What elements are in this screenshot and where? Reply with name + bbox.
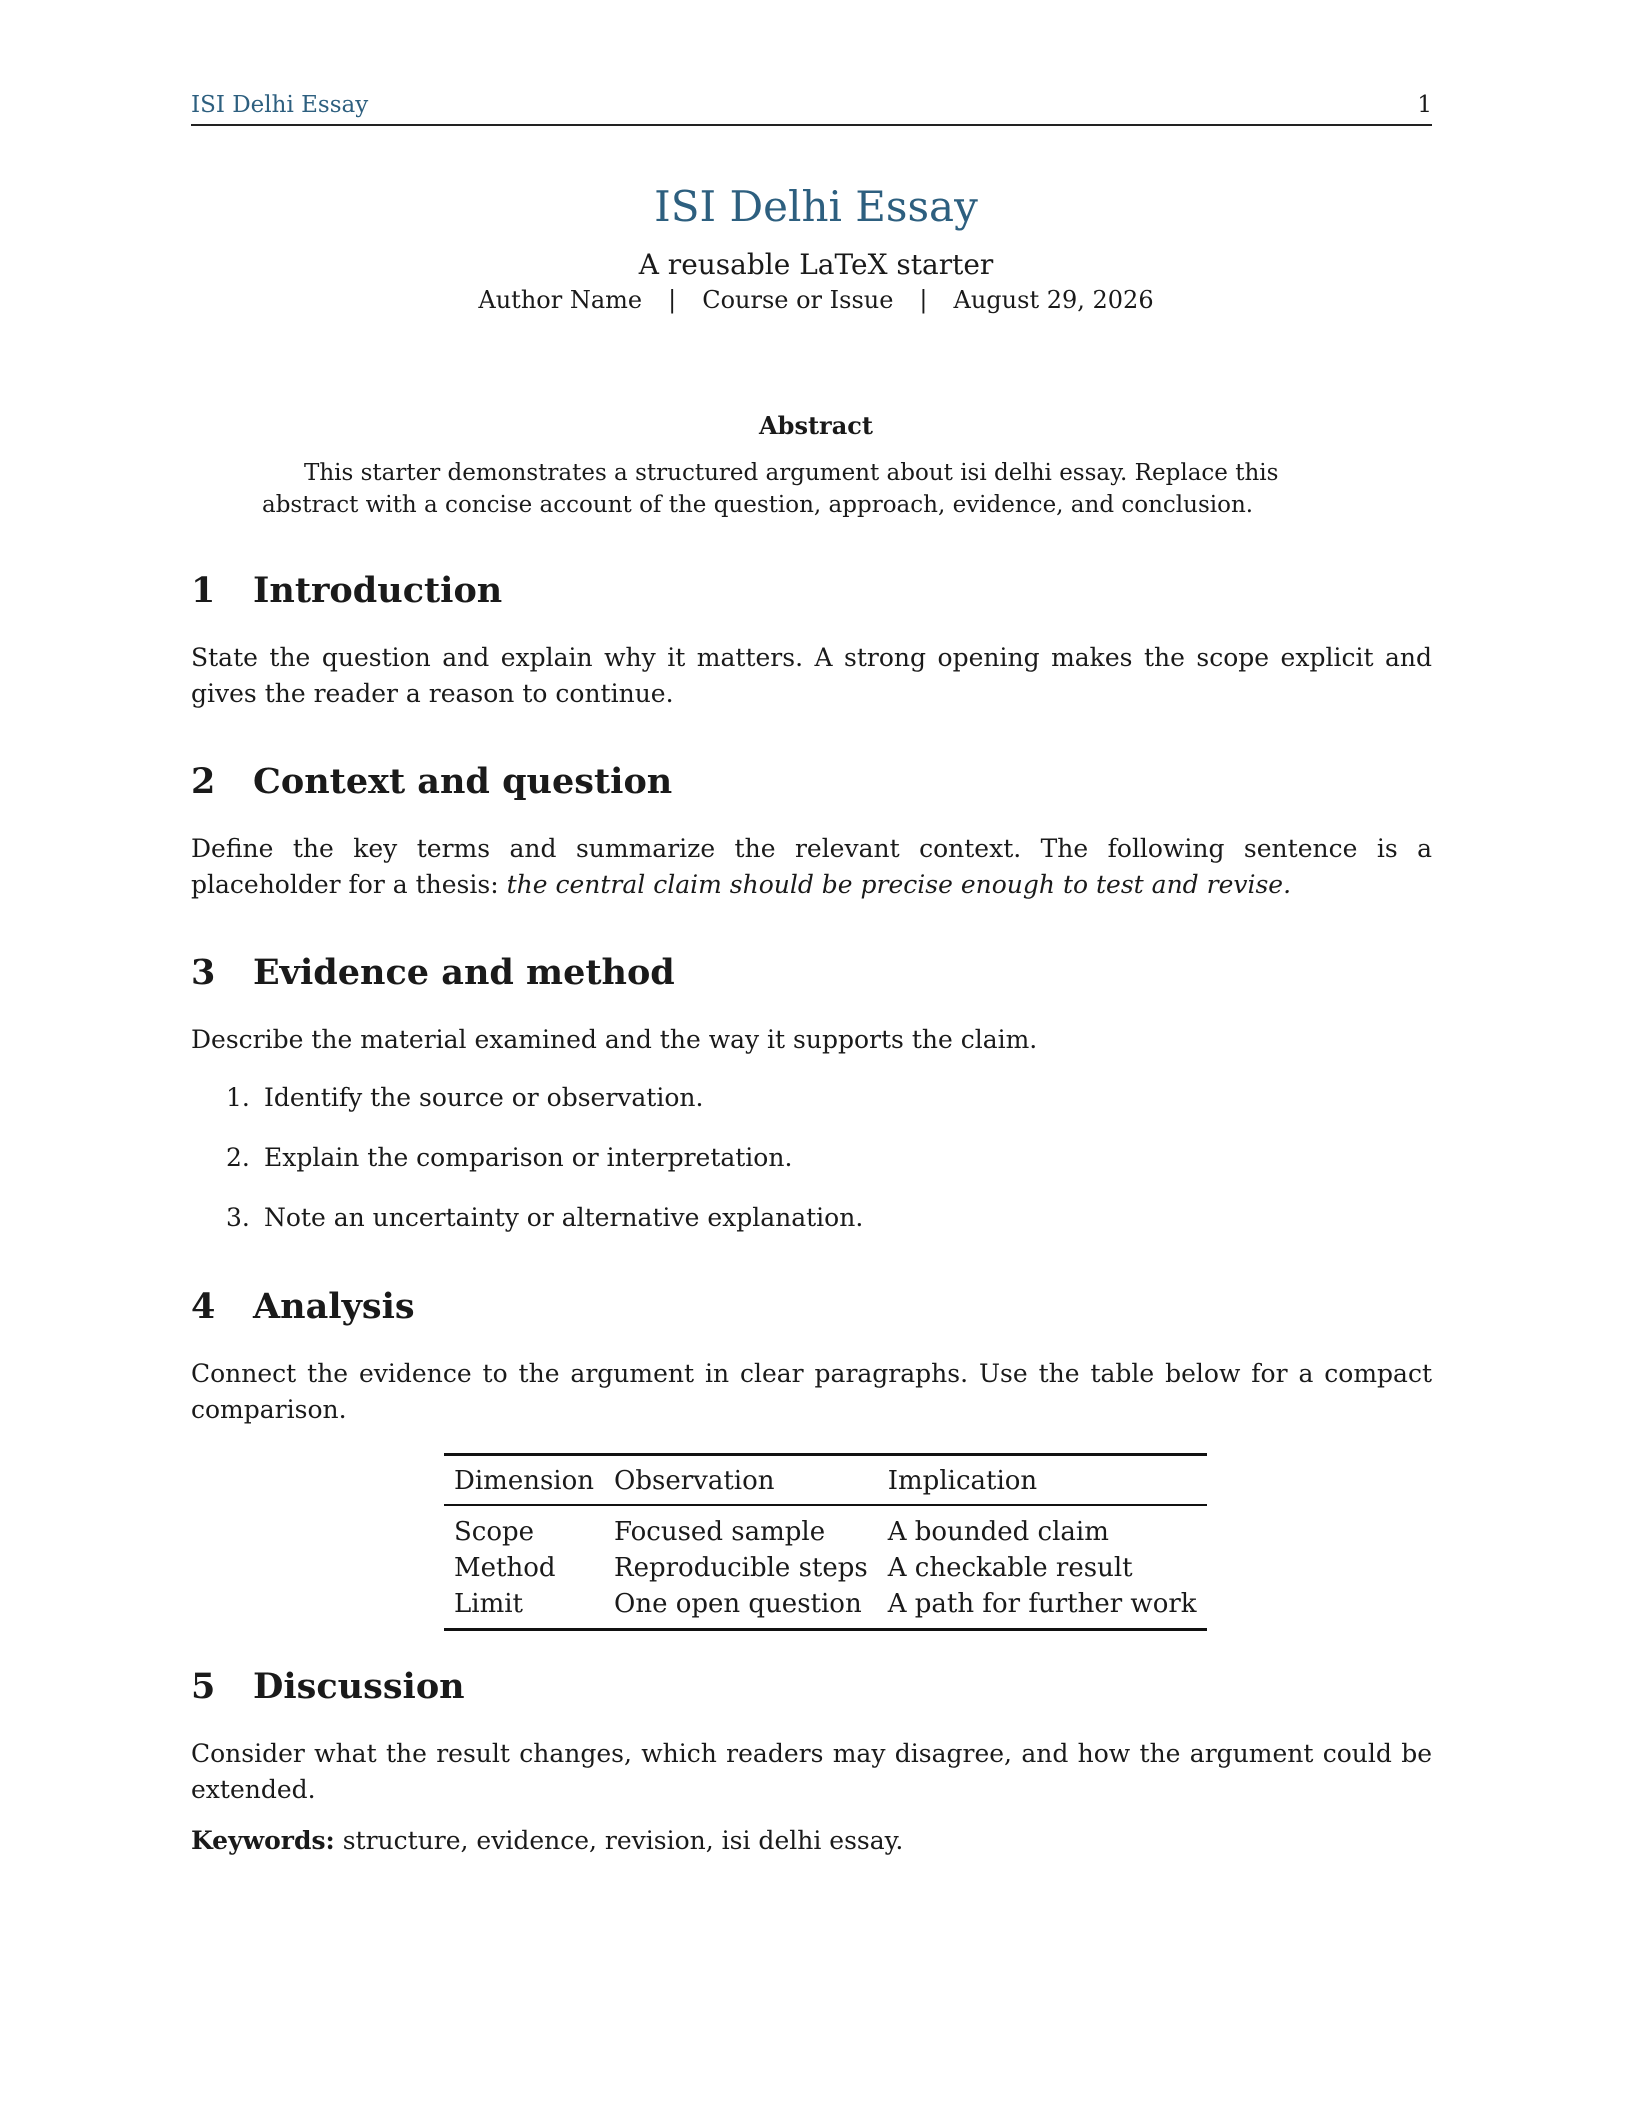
meta-separator: | (919, 286, 928, 314)
table-cell: Method (454, 1553, 556, 1583)
section-heading-context (191, 761, 672, 802)
page-number: 1 (1417, 92, 1432, 118)
document-subtitle: A reusable LaTeX starter (638, 248, 994, 281)
list-text: Note an uncertainty or alternative explanation. (264, 1203, 864, 1232)
abstract-heading: Abstract (759, 411, 873, 440)
comparison-table (444, 1453, 1207, 1631)
thesis-text: the central claim should be precise enough to test and revise. (506, 870, 1292, 899)
course-name: Course or Issue (702, 286, 894, 314)
table-header-cell: Dimension (444, 1455, 604, 1506)
section-title: Evidence and method (253, 952, 675, 993)
section-number: 4 (191, 1286, 216, 1327)
document-date: August 29, 2026 (953, 286, 1154, 314)
section-heading-introduction (191, 570, 502, 611)
list-number: 1. (226, 1083, 250, 1112)
list-text: Identify the source or observation. (264, 1083, 704, 1112)
running-header-title: ISI Delhi Essay (191, 92, 369, 118)
section-title: Context and question (253, 761, 673, 802)
introduction-paragraph: State the question and explain why it matters. A strong opening makes the scope explicit and gives the reader a reason to continue. (191, 643, 1432, 708)
table-row (444, 1586, 1207, 1630)
table-cell: A checkable result (887, 1553, 1133, 1583)
section-title: Analysis (253, 1286, 415, 1327)
keywords-label: Keywords: (191, 1826, 335, 1855)
meta-separator: | (668, 286, 677, 314)
table-cell: Focused sample (614, 1517, 826, 1547)
table-row (444, 1550, 1207, 1586)
evidence-paragraph: Describe the material examined and the way it supports the claim. (191, 1025, 1038, 1054)
list-number: 3. (226, 1203, 250, 1232)
section-heading-analysis (191, 1286, 415, 1327)
context-paragraph (191, 831, 1432, 903)
section-title: Discussion (253, 1666, 465, 1707)
document-title: ISI Delhi Essay (654, 182, 978, 231)
section-number: 3 (191, 952, 216, 993)
author-name: Author Name (478, 286, 643, 314)
table-cell: Limit (444, 1586, 604, 1630)
table-header-cell: Observation (604, 1455, 878, 1506)
table-cell: A bounded claim (887, 1517, 1109, 1547)
context-text: Define the key terms and summarize the relevant context. The following sentence is a placeholder for a thesis: (191, 834, 1432, 899)
keywords-text: structure, evidence, revision, isi delhi essay. (334, 1826, 904, 1855)
section-heading-evidence (191, 952, 675, 993)
table-cell: Reproducible steps (614, 1553, 868, 1583)
header-rule (191, 124, 1432, 126)
keywords-line (191, 1826, 903, 1855)
list-item (226, 1143, 792, 1172)
section-title: Introduction (253, 570, 503, 611)
table-header-cell: Implication (878, 1455, 1207, 1506)
table-header-row (444, 1455, 1207, 1506)
table-row (444, 1505, 1207, 1550)
list-item (226, 1083, 703, 1112)
list-item (226, 1203, 863, 1232)
abstract-text: This starter demonstrates a structured argument about isi delhi essay. Replace this abstract with a concise account of the question, approach, evidence, and conclusion. (262, 460, 1279, 518)
section-number: 1 (191, 570, 216, 611)
table-cell: Scope (454, 1517, 535, 1547)
list-text: Explain the comparison or interpretation. (264, 1143, 793, 1172)
discussion-paragraph: Consider what the result changes, which readers may disagree, and how the argument could be extended. (191, 1739, 1432, 1804)
analysis-paragraph: Connect the evidence to the argument in clear paragraphs. Use the table below for a compact comparison. (191, 1359, 1432, 1424)
table-cell: A path for further work (878, 1586, 1207, 1630)
author-line (0, 286, 1632, 314)
section-number: 2 (191, 761, 216, 802)
list-number: 2. (226, 1143, 250, 1172)
section-number: 5 (191, 1666, 216, 1707)
table-cell: One open question (604, 1586, 878, 1630)
section-heading-discussion (191, 1666, 465, 1707)
